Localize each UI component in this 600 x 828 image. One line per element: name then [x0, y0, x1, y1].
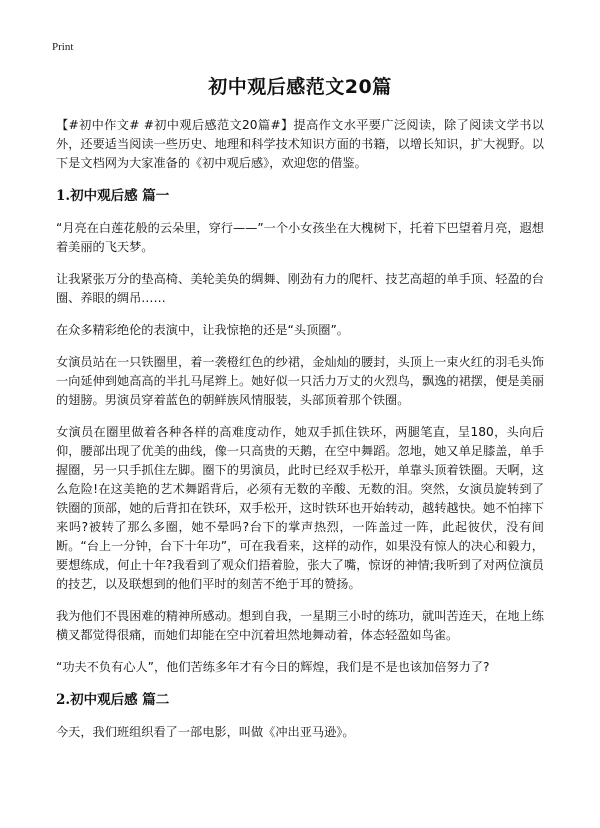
intro-paragraph: 【#初中作文# #初中观后感范文20篇#】提高作文水平要广泛阅读，除了阅读文学书以外，还要适当阅读一些历史、地理和科学技术知识方面的书籍，以增长知识，扩大视野。以下是文档网为大家准备的《初中观后感》，欢迎您的借鉴。 — [56, 118, 544, 170]
paragraph: 让我紧张万分的垫高椅、美轮美奂的绸舞、刚劲有力的爬杆、技艺高超的单手顶、轻盈的台圈、养眼的绸吊…… — [56, 272, 544, 305]
paragraph: 女演员在圈里做着各种各样的高难度动作，她双手抓住铁环，两腿笔直，呈180，头向后仰，腰部出现了优美的曲线，像一只高贵的天鹅，在空中舞蹈。忽地，她又单足膝盖，单手握圈，另一只手抓住左脚。圈下的男演员，此时已经双手松开，单靠头顶着铁圈。天啊，这么危险!在这美艳的艺术舞蹈背后，必须有无数的辛酸、无数的泪。突然，女演员旋转到了铁圈的顶部，她的后背扣在铁环，双手松开，这时铁环也开始转动，越转越快。她不怕摔下来吗?被转了那么多圈，她不晕吗?台下的掌声热烈，一阵盖过一阵，此起彼伏，没有间断。“台上一分钟，台下十年功”，可在我看来，这样的动作，如果没有惊人的决心和毅力，要想练成，何止十年?我看到了观众们捂着脸，张大了嘴，惊讶的神情;我听到了对两位演员的技艺，以及联想到的他们平时的刻苦不绝于耳的赞扬。 — [56, 425, 544, 591]
section-heading: 1.初中观后感 篇一 — [56, 188, 170, 204]
document-title: 初中观后感范文20篇 — [208, 76, 392, 98]
paragraph: 我为他们不畏困难的精神所感动。想到自我，一星期三小时的练功，就叫苦连天，在地上练横叉都觉得很痛，而她们却能在空中沉着坦然地舞动着，体态轻盈如鸟雀。 — [56, 609, 544, 642]
print-label: Print — [52, 41, 74, 53]
paragraph: 今天，我们班组织看了一部电影，叫做《冲出亚马逊》。 — [56, 725, 355, 739]
paragraph: “功夫不负有心人”，他们苦练多年才有今日的辉煌，我们是不是也该加倍努力了? — [56, 660, 490, 674]
section-heading: 2.初中观后感 篇二 — [56, 692, 170, 708]
section-1 — [56, 186, 544, 677]
paragraph: 女演员站在一只铁圈里，着一袭橙红色的纱裙，金灿灿的腰封，头顶上一束火红的羽毛头饰一向延伸到她高高的半扎马尾辫上。她好似一只活力万丈的火烈鸟，飘逸的裙摆，便是美丽的翅膀。男演员穿着蓝色的朝鲜族风情服装，头部顶着那个铁圈。 — [56, 355, 544, 407]
paragraph: “月亮在白莲花般的云朵里，穿行——”一个小女孩坐在大槐树下，托着下巴望着月亮，遐想着美丽的飞天梦。 — [56, 221, 544, 254]
section-2 — [56, 690, 544, 742]
paragraph: 在众多精彩绝伦的表演中，让我惊艳的还是“头顶圈”。 — [56, 323, 349, 337]
